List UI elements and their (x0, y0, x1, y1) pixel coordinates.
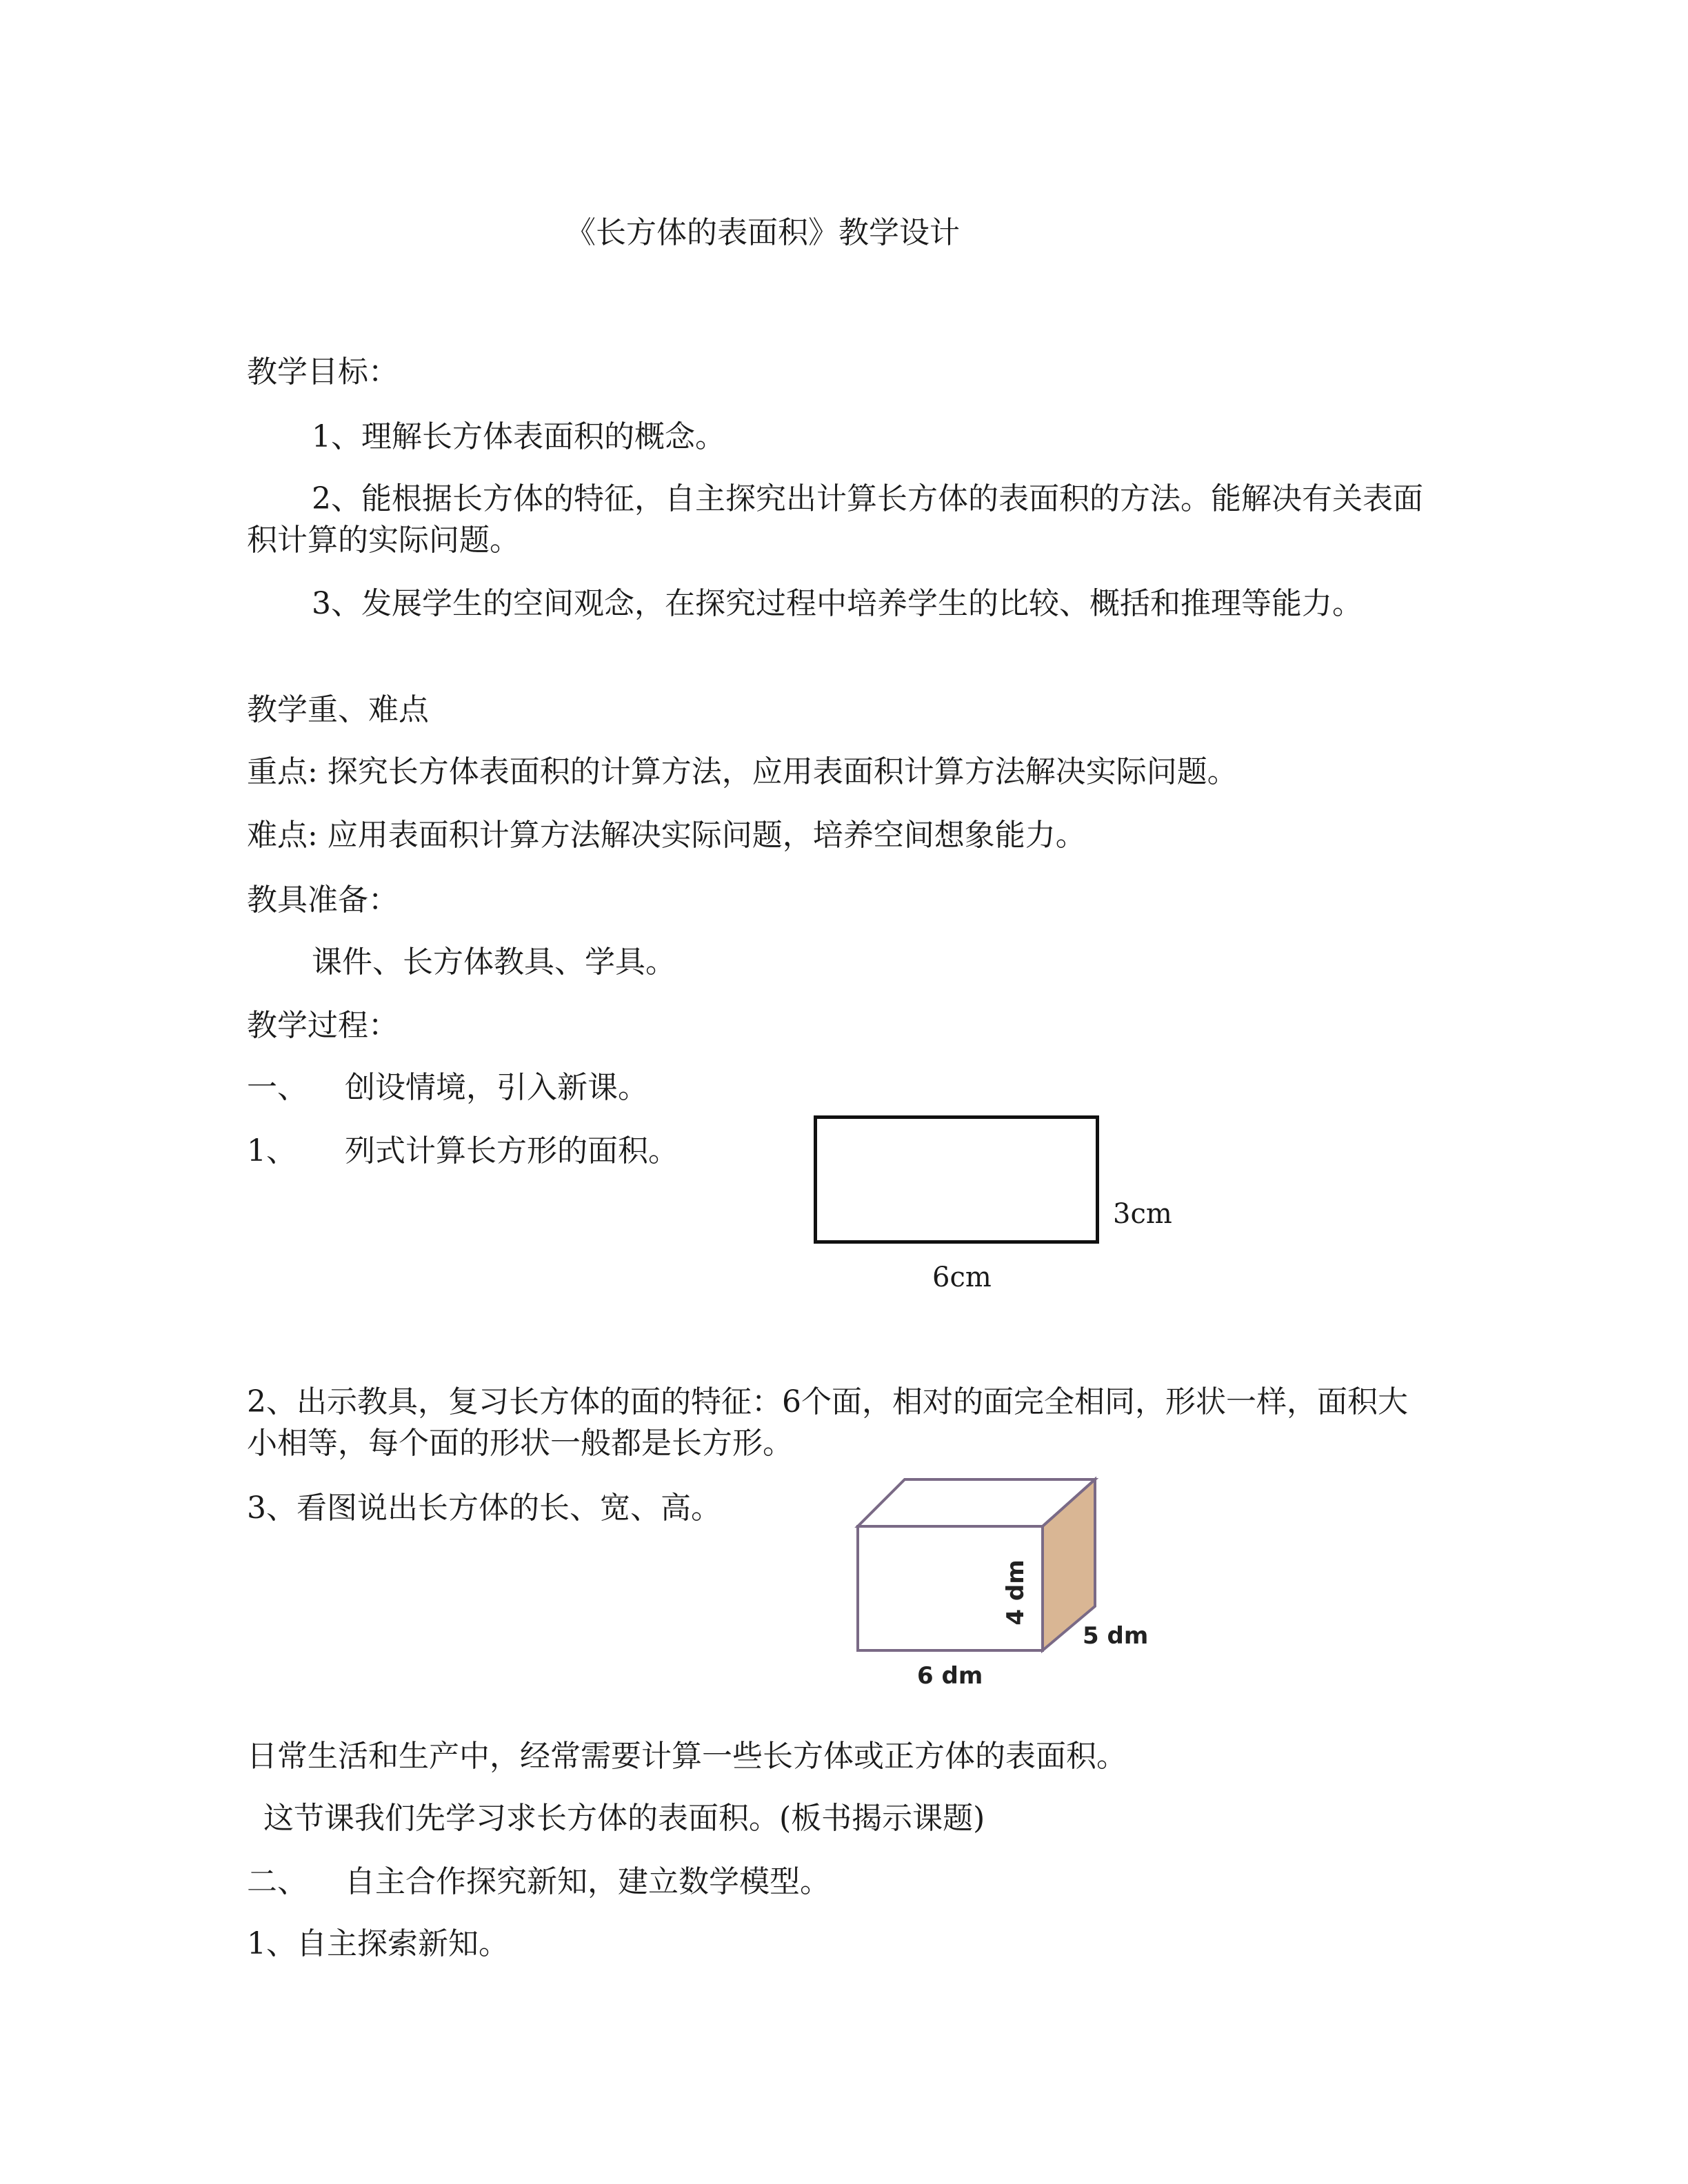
step-2-text: 2、出示教具，复习长方体的面的特征：6个面，相对的面完全相同，形状一样，面积大小相等，每个面的形状一般都是长方形。 (247, 1384, 1408, 1461)
daily-life-text: 日常生活和生产中，经常需要计算一些长方体或正方体的表面积。 (247, 1739, 1127, 1774)
document-title: 《长方体的表面积》教学设计 (565, 215, 960, 250)
step-2-1-text: 1、自主探索新知。 (247, 1926, 509, 1961)
key-point-focus: 重点: 探究长方体表面积的计算方法，应用表面积计算方法解决实际问题。 (247, 754, 1238, 789)
cuboid-width-label: 5 dm (1083, 1622, 1149, 1650)
materials-heading: 教具准备： (247, 882, 399, 918)
rectangle-width-label: 6cm (932, 1262, 992, 1293)
cuboid-length-label: 6 dm (917, 1662, 983, 1690)
key-points-heading: 教学重、难点 (247, 692, 429, 727)
process-heading: 教学过程： (247, 1008, 399, 1043)
key-point-difficulty: 难点: 应用表面积计算方法解决实际问题，培养空间想象能力。 (247, 818, 1086, 853)
objective-item-1: 1、理解长方体表面积的概念。 (312, 419, 725, 454)
objectives-heading: 教学目标： (247, 354, 399, 390)
materials-text: 课件、长方体教具、学具。 (312, 944, 676, 980)
cuboid-height-label: 4 dm (1002, 1559, 1029, 1626)
step-3-text: 3、看图说出长方体的长、宽、高。 (247, 1490, 721, 1526)
section-1-title: 创设情境，引入新课。 (345, 1070, 648, 1105)
rectangle-height-label: 3cm (1113, 1198, 1172, 1230)
section-1-number: 一、 (247, 1070, 308, 1105)
step-1-number: 1、 (247, 1133, 297, 1169)
objective-item-2: 2、能根据长方体的特征，自主探究出计算长方体的表面积的方法。能解决有关表面积计算的实际问题。 (247, 481, 1423, 558)
section-2-title: 自主合作探究新知，建立数学模型。 (345, 1864, 830, 1899)
step-1-title: 列式计算长方形的面积。 (345, 1133, 679, 1169)
objective-item-3: 3、发展学生的空间观念，在探究过程中培养学生的比较、概括和推理等能力。 (312, 586, 1363, 621)
lesson-intro-text: 这节课我们先学习求长方体的表面积。(板书揭示课题) (263, 1801, 985, 1836)
section-2-number: 二、 (247, 1864, 308, 1899)
